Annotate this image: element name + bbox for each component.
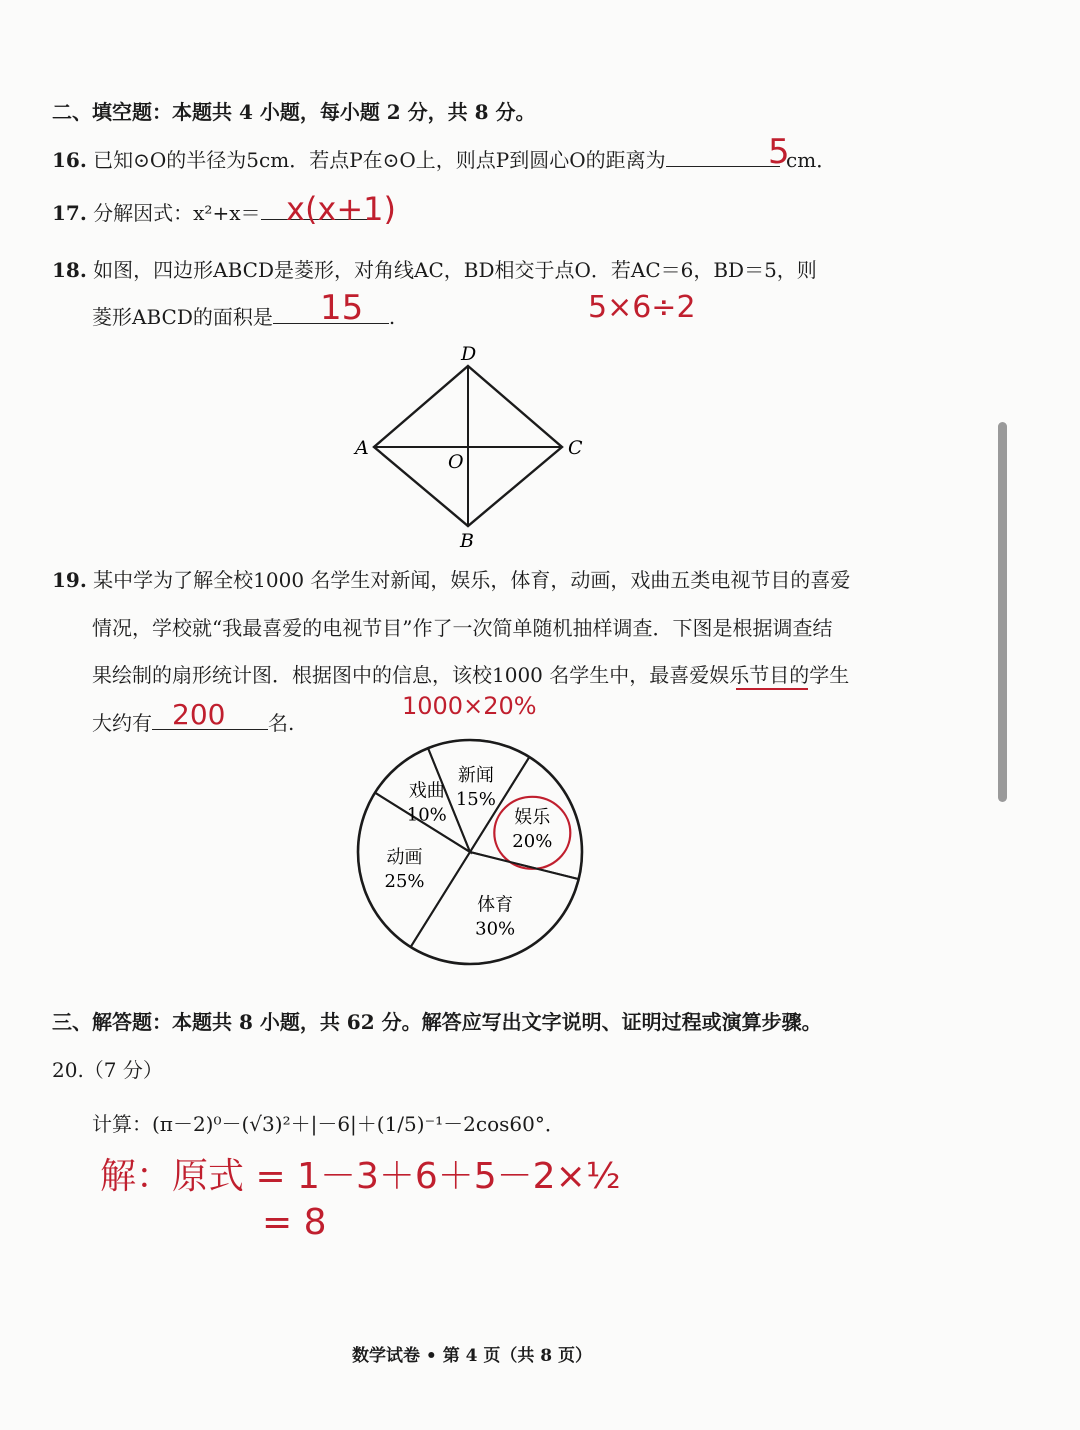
question-19-line-2: 情况，学校就“我最喜爱的电视节目”作了一次简单随机抽样调查．下图是根据调查结 (92, 616, 833, 640)
vertical-scrollbar[interactable] (998, 422, 1007, 802)
pie-percent-3: 30% (475, 918, 516, 940)
q16-answer-blank (666, 148, 780, 167)
q17-text: 分解因式：x²+x＝ (93, 201, 261, 225)
q19-text-4b: 名. (268, 711, 295, 735)
q18-handwritten-note: 5×6÷2 (588, 290, 696, 325)
question-20-header: 20.（7 分） (52, 1058, 163, 1082)
q18-handwritten-answer: 15 (320, 288, 364, 328)
question-19-line-1 (52, 568, 850, 592)
pie-label-5: 戏曲 (408, 780, 445, 802)
pie-label-3: 体育 (477, 894, 514, 916)
pie-label-2: 娱乐 (514, 806, 551, 828)
section-3-heading: 三、解答题：本题共 8 小题，共 62 分。解答应写出文字说明、证明过程或演算步骤。 (52, 1010, 822, 1034)
pie-percent-4: 25% (384, 871, 425, 893)
q18-text-2: 菱形ABCD的面积是 (92, 305, 273, 329)
question-19-line-3: 果绘制的扇形统计图．根据图中的信息，该校1000 名学生中，最喜爱娱乐节目的学生 (92, 663, 850, 687)
q19-handwritten-answer: 200 (172, 698, 226, 731)
q20-handwritten-line-2: = 8 (262, 1202, 327, 1243)
q16-number: 16. (52, 148, 87, 172)
label-b: B (460, 530, 474, 552)
question-20-prompt: 计算：(π－2)⁰－(√3)²＋|－6|＋(1/5)⁻¹－2cos60°． (92, 1112, 565, 1136)
pie-percent-1: 15% (455, 789, 496, 811)
q17-number: 17. (52, 201, 87, 225)
q18-text-1: 如图，四边形ABCD是菱形，对角线AC，BD相交于点O．若AC＝6，BD＝5，则 (93, 258, 817, 282)
section-2-heading: 二、填空题：本题共 4 小题，每小题 2 分，共 8 分。 (52, 100, 536, 124)
question-16 (52, 148, 836, 172)
label-a: A (355, 437, 369, 459)
label-d: D (461, 343, 477, 365)
q18-number: 18. (52, 258, 87, 282)
q19-ink-underline (736, 688, 808, 690)
pie-chart (350, 732, 590, 972)
q19-handwritten-note: 1000×20% (402, 692, 537, 720)
q19-text-1: 某中学为了解全校1000 名学生对新闻，娱乐，体育，动画，戏曲五类电视节目的喜爱 (93, 568, 851, 592)
q16-unit: cm． (786, 148, 837, 172)
q18-text-end: . (388, 305, 396, 329)
pie-percent-5: 10% (406, 804, 447, 826)
question-18-line-1 (52, 258, 817, 282)
q16-handwritten-answer: 5 (768, 132, 790, 172)
q16-text: 已知⊙O的半径为5cm．若点P在⊙O上，则点P到圆心O的距离为 (93, 148, 666, 172)
label-c: C (568, 437, 583, 459)
q20-handwritten-line-1: 解：原式 = 1－3＋6＋5－2×½ (100, 1156, 621, 1197)
pie-percent-2: 20% (512, 830, 553, 852)
page-footer: 数学试卷 • 第 4 页（共 8 页） (352, 1346, 593, 1366)
q19-number: 19. (52, 568, 87, 592)
q19-text-4a: 大约有 (92, 711, 152, 735)
pie-label-4: 动画 (386, 847, 423, 869)
rhombus-figure (340, 340, 600, 552)
label-o: O (448, 451, 464, 473)
pie-label-1: 新闻 (457, 765, 494, 787)
q17-handwritten-answer: x(x+1) (286, 190, 397, 228)
